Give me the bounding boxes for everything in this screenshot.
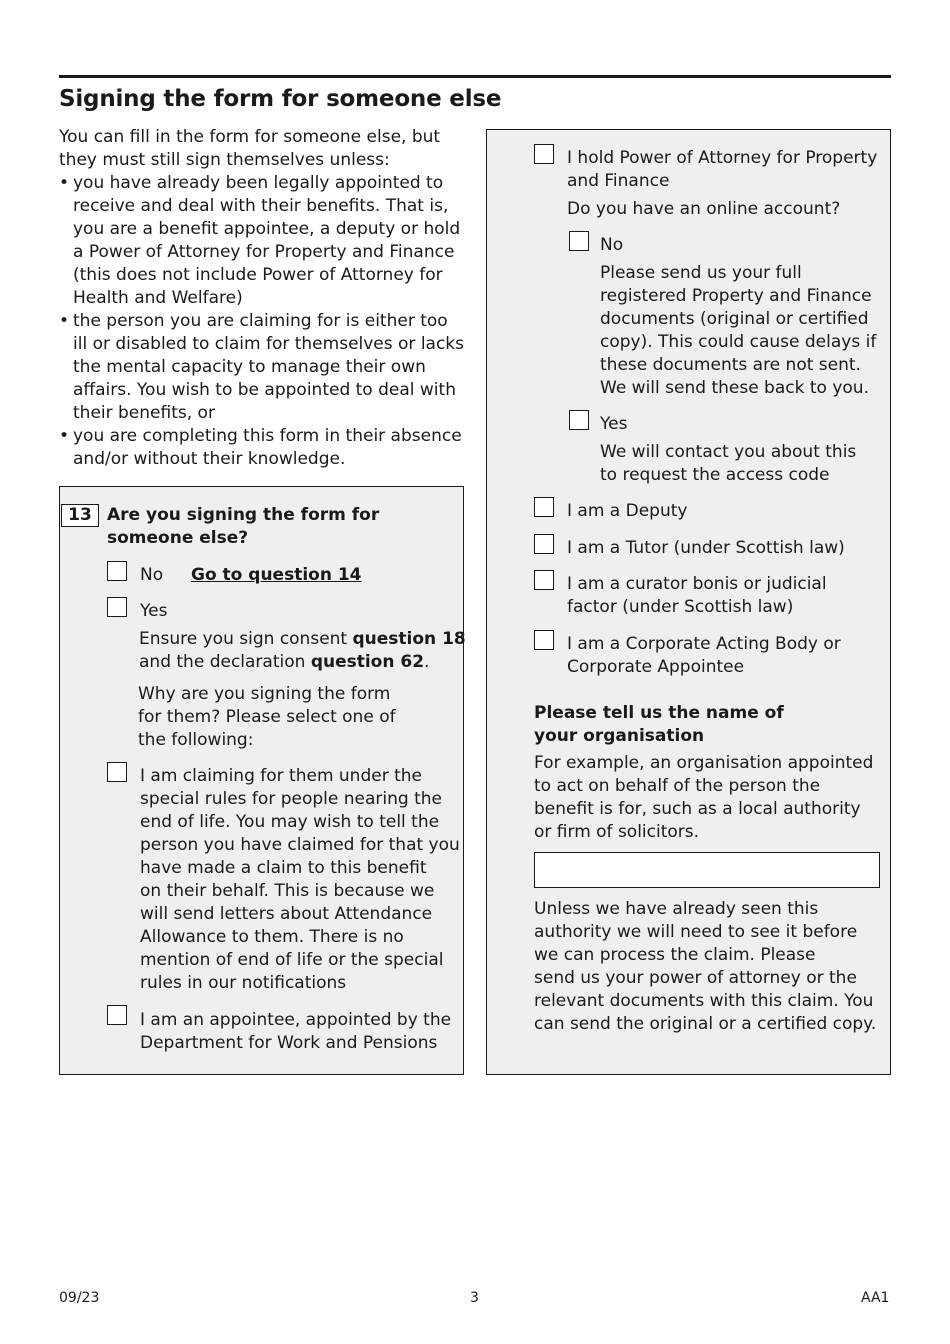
help-line: We will contact you about this xyxy=(600,442,857,462)
q13-yes-checkbox[interactable] xyxy=(107,597,127,617)
bullet-line: • the person you are claiming for is either too xyxy=(73,311,448,331)
why-signing-text xyxy=(138,683,396,752)
option-line: I hold Power of Attorney for Property xyxy=(567,148,878,168)
tutor-label: I am a Tutor (under Scottish law) xyxy=(567,538,845,558)
bullet-line: the mental capacity to manage their own xyxy=(73,357,426,377)
tutor-checkbox[interactable] xyxy=(534,534,554,554)
bullet-line: (this does not include Power of Attorney for xyxy=(73,265,443,285)
help-line: documents (original or certified xyxy=(600,309,869,329)
note-line: send us your power of attorney or the xyxy=(534,968,857,988)
why-line: for them? Please select one of xyxy=(138,707,396,727)
q13-no-checkbox[interactable] xyxy=(107,561,127,581)
ensure-consent-text xyxy=(139,628,466,674)
ensure-text: and the declaration xyxy=(139,652,311,672)
online-account-yes-checkbox[interactable] xyxy=(569,410,589,430)
intro-bullet xyxy=(59,425,464,471)
special-rules-checkbox[interactable] xyxy=(107,762,127,782)
curator-label xyxy=(567,573,827,619)
why-line: Why are you signing the form xyxy=(138,684,391,704)
help-line: benefit is for, such as a local authority xyxy=(534,799,861,819)
option-line: and Finance xyxy=(567,171,670,191)
option-line: I am claiming for them under the xyxy=(140,766,422,786)
intro-text xyxy=(59,126,464,471)
option-line: I am a Corporate Acting Body or xyxy=(567,634,841,654)
option-line: Corporate Appointee xyxy=(567,657,745,677)
special-rules-label xyxy=(140,765,460,995)
bullet-line: • you are completing this form in their absence xyxy=(73,426,462,446)
help-line: to act on behalf of the person the xyxy=(534,776,821,796)
option-line: Allowance to them. There is no xyxy=(140,927,404,947)
go-to-question-14-link[interactable]: Go to question 14 xyxy=(191,565,362,585)
online-account-yes-text xyxy=(600,441,856,487)
bullet-line: affairs. You wish to be appointed to deal with xyxy=(73,380,456,400)
bullet-line: Health and Welfare) xyxy=(73,288,243,308)
top-rule xyxy=(59,75,891,78)
help-line: to request the access code xyxy=(600,465,830,485)
help-line: these documents are not sent. xyxy=(600,355,861,375)
note-line: can send the original or a certified copy. xyxy=(534,1014,877,1034)
option-line: I am a curator bonis or judicial xyxy=(567,574,827,594)
note-line: relevant documents with this claim. You xyxy=(534,991,874,1011)
online-account-no-text xyxy=(600,262,876,400)
heading-line: Please tell us the name of xyxy=(534,703,784,723)
option-line: have made a claim to this benefit xyxy=(140,858,427,878)
help-line: We will send these back to you. xyxy=(600,378,869,398)
corporate-appointee-label xyxy=(567,633,841,679)
question-18-ref: question 18 xyxy=(352,629,466,649)
help-line: registered Property and Finance xyxy=(600,286,872,306)
online-account-question: Do you have an online account? xyxy=(567,199,841,219)
bullet-line: a Power of Attorney for Property and Finance xyxy=(73,242,455,262)
bullet-line: and/or without their knowledge. xyxy=(73,449,346,469)
option-line: rules in our notifications xyxy=(140,973,347,993)
bullet-line: you are a benefit appointee, a deputy or hold xyxy=(73,219,461,239)
intro-lead-line: they must still sign themselves unless: xyxy=(59,150,390,170)
footer-page-number: 3 xyxy=(470,1290,479,1306)
power-of-attorney-label xyxy=(567,147,877,193)
ensure-text: Ensure you sign consent xyxy=(139,629,353,649)
footer-date: 09/23 xyxy=(59,1290,100,1306)
option-line: person you have claimed for that you xyxy=(140,835,460,855)
corporate-appointee-checkbox[interactable] xyxy=(534,630,554,650)
note-line: Unless we have already seen this xyxy=(534,899,819,919)
question-number: 13 xyxy=(61,504,99,527)
option-line: I am an appointee, appointed by the xyxy=(140,1010,452,1030)
question-13-text xyxy=(107,504,379,550)
organisation-name-input[interactable] xyxy=(534,852,880,888)
question-62-ref: question 62 xyxy=(310,652,425,672)
note-line: we can process the claim. Please xyxy=(534,945,816,965)
intro-lead-line: You can fill in the form for someone else, but xyxy=(59,127,441,147)
online-account-no-checkbox[interactable] xyxy=(569,231,589,251)
power-of-attorney-checkbox[interactable] xyxy=(534,144,554,164)
heading-line: your organisation xyxy=(534,726,705,746)
deputy-label: I am a Deputy xyxy=(567,501,688,521)
bullet-line: ill or disabled to claim for themselves or lacks xyxy=(73,334,465,354)
q13-no-label: No xyxy=(140,565,164,585)
page-title: Signing the form for someone else xyxy=(59,86,502,112)
option-line: Department for Work and Pensions xyxy=(140,1033,438,1053)
question-line: Are you signing the form for xyxy=(107,505,380,525)
option-line: end of life. You may wish to tell the xyxy=(140,812,440,832)
why-line: the following: xyxy=(138,730,254,750)
bullet-line: receive and deal with their benefits. That is, xyxy=(73,196,449,216)
curator-checkbox[interactable] xyxy=(534,570,554,590)
help-line: copy). This could cause delays if xyxy=(600,332,877,352)
bullet-line: • you have already been legally appointed to xyxy=(73,173,444,193)
help-line: For example, an organisation appointed xyxy=(534,753,874,773)
question-line: someone else? xyxy=(107,528,249,548)
option-line: on their behalf. This is because we xyxy=(140,881,435,901)
option-line: will send letters about Attendance xyxy=(140,904,433,924)
bullet-line: their benefits, or xyxy=(73,403,215,423)
online-account-yes-label: Yes xyxy=(600,414,628,434)
help-line: or firm of solicitors. xyxy=(534,822,700,842)
option-line: mention of end of life or the special xyxy=(140,950,444,970)
deputy-checkbox[interactable] xyxy=(534,497,554,517)
footer-form-code: AA1 xyxy=(861,1290,890,1306)
intro-bullet xyxy=(59,310,464,425)
option-line: factor (under Scottish law) xyxy=(567,597,794,617)
organisation-help-text xyxy=(534,752,873,844)
dwp-appointee-label xyxy=(140,1009,451,1055)
dwp-appointee-checkbox[interactable] xyxy=(107,1005,127,1025)
authority-note xyxy=(534,898,876,1036)
organisation-heading xyxy=(534,702,784,748)
intro-bullet xyxy=(59,172,464,310)
ensure-text: . xyxy=(424,652,430,672)
q13-yes-label: Yes xyxy=(140,601,168,621)
option-line: special rules for people nearing the xyxy=(140,789,442,809)
online-account-no-label: No xyxy=(600,235,624,255)
help-line: Please send us your full xyxy=(600,263,802,283)
note-line: authority we will need to see it before xyxy=(534,922,858,942)
